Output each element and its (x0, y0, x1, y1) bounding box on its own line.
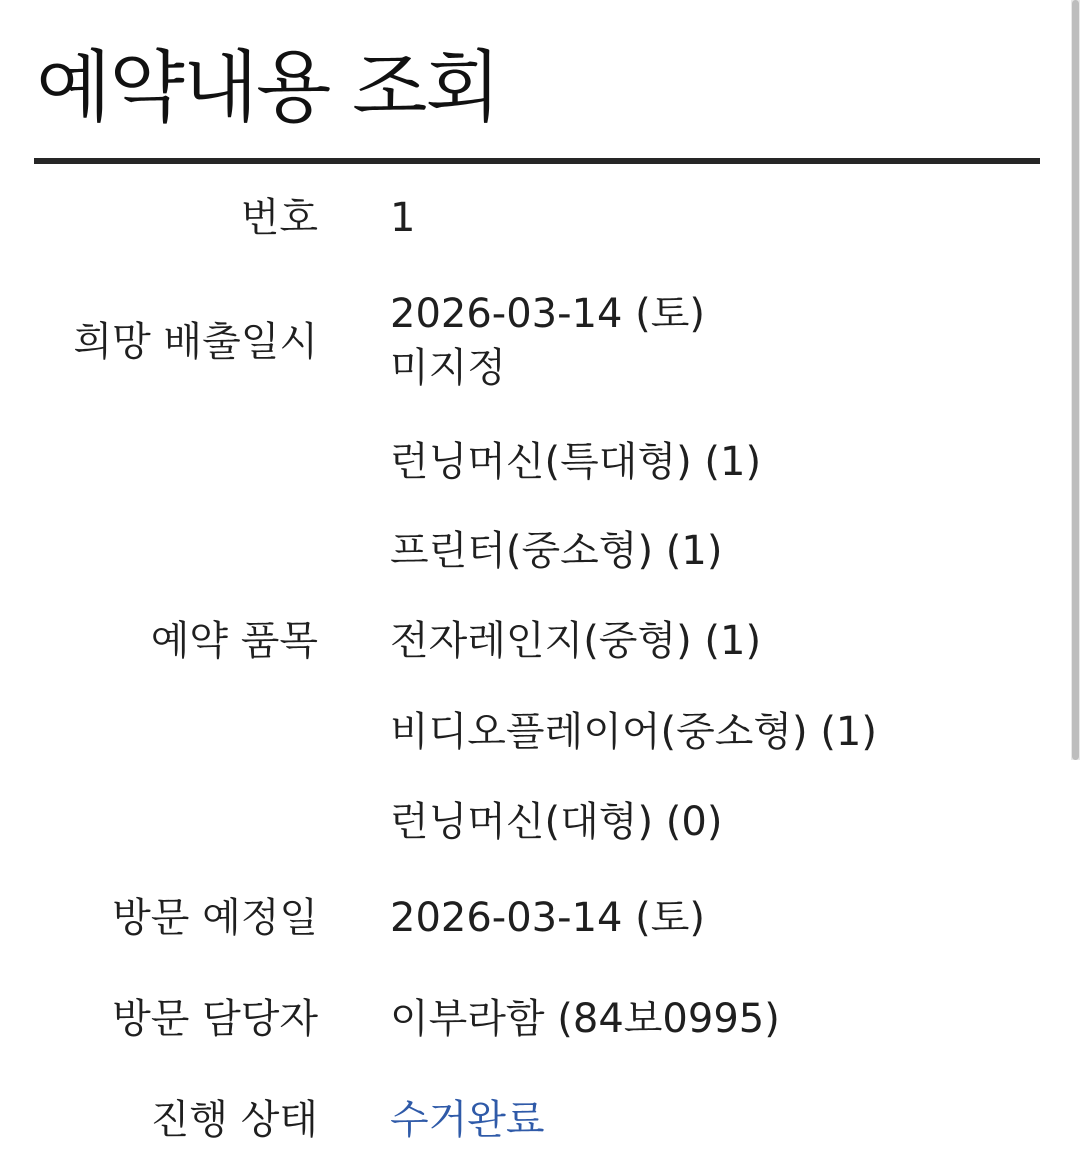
visit-staff-label: 방문 담당자 (112, 996, 318, 1042)
title-divider (34, 158, 1040, 164)
visit-date-label: 방문 예정일 (112, 895, 318, 941)
list-item: 전자레인지(중형) (1) (390, 618, 762, 664)
number-label: 번호 (240, 195, 318, 241)
list-item: 비디오플레이어(중소형) (1) (390, 709, 877, 755)
desired-date-value: 2026-03-14 (토) (390, 291, 706, 337)
scrollbar-track[interactable] (1071, 0, 1080, 760)
desired-datetime-label: 희망 배출일시 (73, 319, 318, 365)
items-label: 예약 품목 (150, 618, 318, 664)
status-label: 진행 상태 (150, 1097, 318, 1143)
list-item: 프린터(중소형) (1) (390, 528, 723, 574)
desired-time-value: 미지정 (390, 345, 506, 391)
list-item: 런닝머신(특대형) (1) (390, 439, 762, 485)
visit-staff-value: 이부라함 (84보0995) (390, 996, 780, 1042)
scrollbar-thumb[interactable] (1072, 0, 1079, 760)
page-title: 예약내용 조회 (36, 43, 499, 133)
number-value: 1 (390, 195, 416, 241)
status-value: 수거완료 (390, 1097, 545, 1143)
list-item: 런닝머신(대형) (0) (390, 799, 723, 845)
visit-date-value: 2026-03-14 (토) (390, 895, 706, 941)
